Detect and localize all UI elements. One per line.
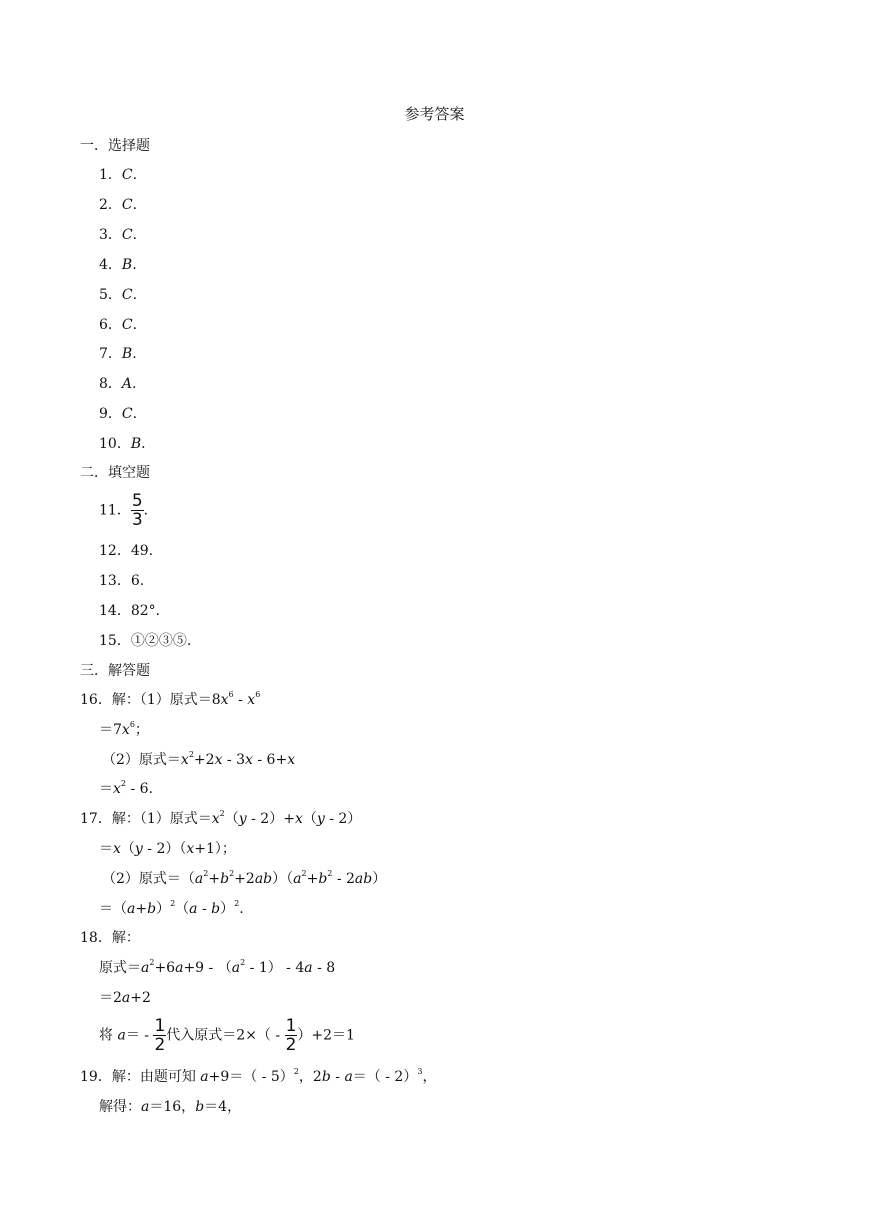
answer-15: 15．①②③⑤. [99,633,192,649]
var-a: a [141,960,150,976]
text: ＝16， [149,1099,196,1115]
answer-number: 6． [99,317,122,333]
q18-heading: 18．解： [80,930,140,946]
exponent: 2 [234,899,240,908]
text: +1）； [194,841,236,857]
text: 原式＝ [99,960,141,976]
exponent: 2 [301,869,307,878]
exponent: 2 [120,779,126,788]
text: 解得： [99,1099,141,1115]
q16-line-4 [99,780,153,798]
var-b: b [321,1069,331,1085]
var-x: x [113,781,121,797]
text: ＝（ [99,901,127,917]
exponent: 2 [170,899,176,908]
text: （2）原式＝（ [102,871,195,887]
exponent: 2 [240,958,246,967]
answer-letter: C [121,167,133,183]
answer-letter: C [121,227,133,243]
period: . [132,346,137,362]
text: ） [156,901,171,917]
answer-letter: B [130,436,142,452]
text: +9 - （ [183,960,232,976]
text: - 1） - 4 [245,960,305,976]
period: . [143,502,149,519]
var-ab: ab [254,871,273,887]
var-a: a [344,1069,353,1085]
answer-letter: C [121,287,133,303]
text: + [135,901,148,917]
choice-answer-item [99,256,137,274]
page-title: 参考答案 [404,105,465,123]
answer-number: 3． [99,227,122,243]
var-x: x [287,752,296,768]
answer-number: 4． [99,257,122,273]
exponent: 2 [327,869,333,878]
var-a: a [304,960,313,976]
text: 19．解：由题可知 [80,1069,201,1085]
period: . [132,287,138,303]
var-a: a [141,1099,150,1115]
choice-answer-item [99,435,146,453]
text: - 2） [324,811,362,827]
text: - 2）+ [246,811,295,827]
answer-number: 5． [99,287,122,303]
text: ＝2 [99,990,122,1006]
text: + [208,871,221,887]
var-ab: ab [354,871,373,887]
text: - 8 [312,960,336,976]
text: ＝ [99,781,113,797]
answer-14: 14．82°． [99,603,170,619]
text: ） [220,901,235,917]
period: . [132,227,138,243]
text: + [306,871,319,887]
text: 代入原式＝2×（ - [166,1027,285,1044]
fraction-numerator: 5 [131,491,143,511]
answer-letter: B [121,346,133,362]
var-x: x [211,811,220,827]
period: . [132,406,138,422]
exponent: 6 [129,720,135,729]
fraction [285,1017,298,1054]
var-y: y [316,811,325,827]
period: . [141,436,146,452]
exponent: 2 [219,809,225,818]
choice-answer-item [99,405,137,423]
q16-line-1 [80,691,260,709]
text: ＝（ - 2） [352,1069,418,1085]
text: +2 [130,990,151,1006]
fraction [153,1017,166,1054]
text: ， [422,1069,437,1085]
var-a: a [175,960,184,976]
text: 17．解：（1）原式＝ [80,811,212,827]
q17-line-1 [80,810,361,828]
var-y: y [134,841,143,857]
text: ＝ - [125,1027,154,1044]
answer-number: 9． [99,406,122,422]
answer-number: 1． [99,167,122,183]
choice-answer-item [99,286,137,304]
q17-line-4 [99,900,244,918]
answer-letter: C [121,317,133,333]
var-a: a [121,990,131,1006]
period: . [132,317,138,333]
answer-number: 7． [99,346,122,362]
answer-number: 8． [99,376,122,392]
var-b: b [211,901,221,917]
fraction-denominator: 2 [154,1035,166,1055]
text: - 2）（ [142,841,187,857]
var-x: x [214,752,223,768]
exponent: 6 [255,690,261,699]
text: - 6. [126,781,153,797]
text: +2 [234,871,255,887]
section-heading-fill: 二．填空题 [80,465,150,481]
text: ）（ [272,871,294,887]
var-x: x [180,752,189,768]
text: - 2 [332,871,355,887]
var-a: a [231,960,241,976]
q16-line-2 [99,721,149,739]
text: ＝4， [204,1099,242,1115]
text: - 3 [222,752,246,768]
answer-number: 10． [99,436,131,452]
var-x: x [113,841,121,857]
q18-line-2 [99,989,151,1007]
q18-line-3 [99,1017,355,1054]
text: - [330,1069,345,1085]
answer-13: 13．6. [99,573,145,589]
q17-line-2 [99,840,236,858]
period: . [132,197,138,213]
var-a: a [194,871,204,887]
fraction-numerator: 1 [154,1016,166,1036]
var-a: a [293,871,302,887]
exponent: 3 [417,1067,423,1076]
exponent: 6 [228,690,234,699]
text: （ [120,841,135,857]
text: +9＝（ - 5） [208,1069,294,1085]
text: . [239,901,244,917]
text: ） [372,871,387,887]
text: +2 [193,752,215,768]
choice-answer-item [99,316,137,334]
var-a: a [189,901,198,917]
q17-line-3 [102,870,386,888]
text: ＝ [99,841,113,857]
var-a: a [127,901,136,917]
text: （ [224,811,239,827]
var-x: x [245,752,253,768]
var-a: a [117,1027,126,1044]
text: ）+2＝1 [297,1027,355,1044]
answer-11 [99,492,148,529]
answer-letter: B [121,257,133,273]
var-a: a [200,1069,209,1085]
text: - [197,901,212,917]
period: . [132,257,137,273]
fraction-numerator: 1 [285,1016,297,1036]
exponent: 2 [203,869,209,878]
text: - [233,692,248,708]
fraction [131,492,144,529]
text: - 6+ [252,752,288,768]
choice-answer-item [99,375,137,393]
fraction-denominator: 3 [131,510,143,530]
text: 16．解：（1）原式＝8 [80,692,221,708]
answer-12: 12．49. [99,543,154,559]
answer-number: 2． [99,197,122,213]
answer-number: 11． [99,502,131,519]
var-b: b [318,871,328,887]
exponent: 2 [229,869,235,878]
text: （2）原式＝ [102,752,181,768]
answer-letter: A [121,376,133,392]
text: （ [175,901,190,917]
exponent: 2 [188,750,194,759]
var-x: x [247,692,256,708]
choice-answer-item [99,166,137,184]
var-x: x [220,692,229,708]
text: ； [134,722,149,738]
q19-line-2 [99,1098,241,1116]
section-heading-choice: 一．选择题 [80,138,150,154]
period: . [132,167,138,183]
answer-letter: C [121,406,133,422]
text: （ [302,811,317,827]
q18-line-1 [99,959,335,977]
q16-line-3 [102,751,295,769]
section-heading-solutions: 三．解答题 [80,663,150,679]
text: ＝7 [99,722,122,738]
fraction-denominator: 2 [285,1035,297,1055]
text: ，2 [298,1069,322,1085]
exponent: 2 [293,1067,299,1076]
period: . [132,376,137,392]
var-b: b [195,1099,205,1115]
var-b: b [147,901,157,917]
q19-line-1 [80,1068,436,1086]
var-y: y [238,811,247,827]
choice-answer-item [99,345,137,363]
var-b: b [220,871,230,887]
text: 将 [99,1027,118,1044]
choice-answer-item [99,196,137,214]
choice-answer-item [99,226,137,244]
text: +6 [154,960,176,976]
var-x: x [121,722,130,738]
var-x: x [186,841,195,857]
answer-letter: C [121,197,133,213]
var-x: x [294,811,303,827]
exponent: 2 [149,958,155,967]
